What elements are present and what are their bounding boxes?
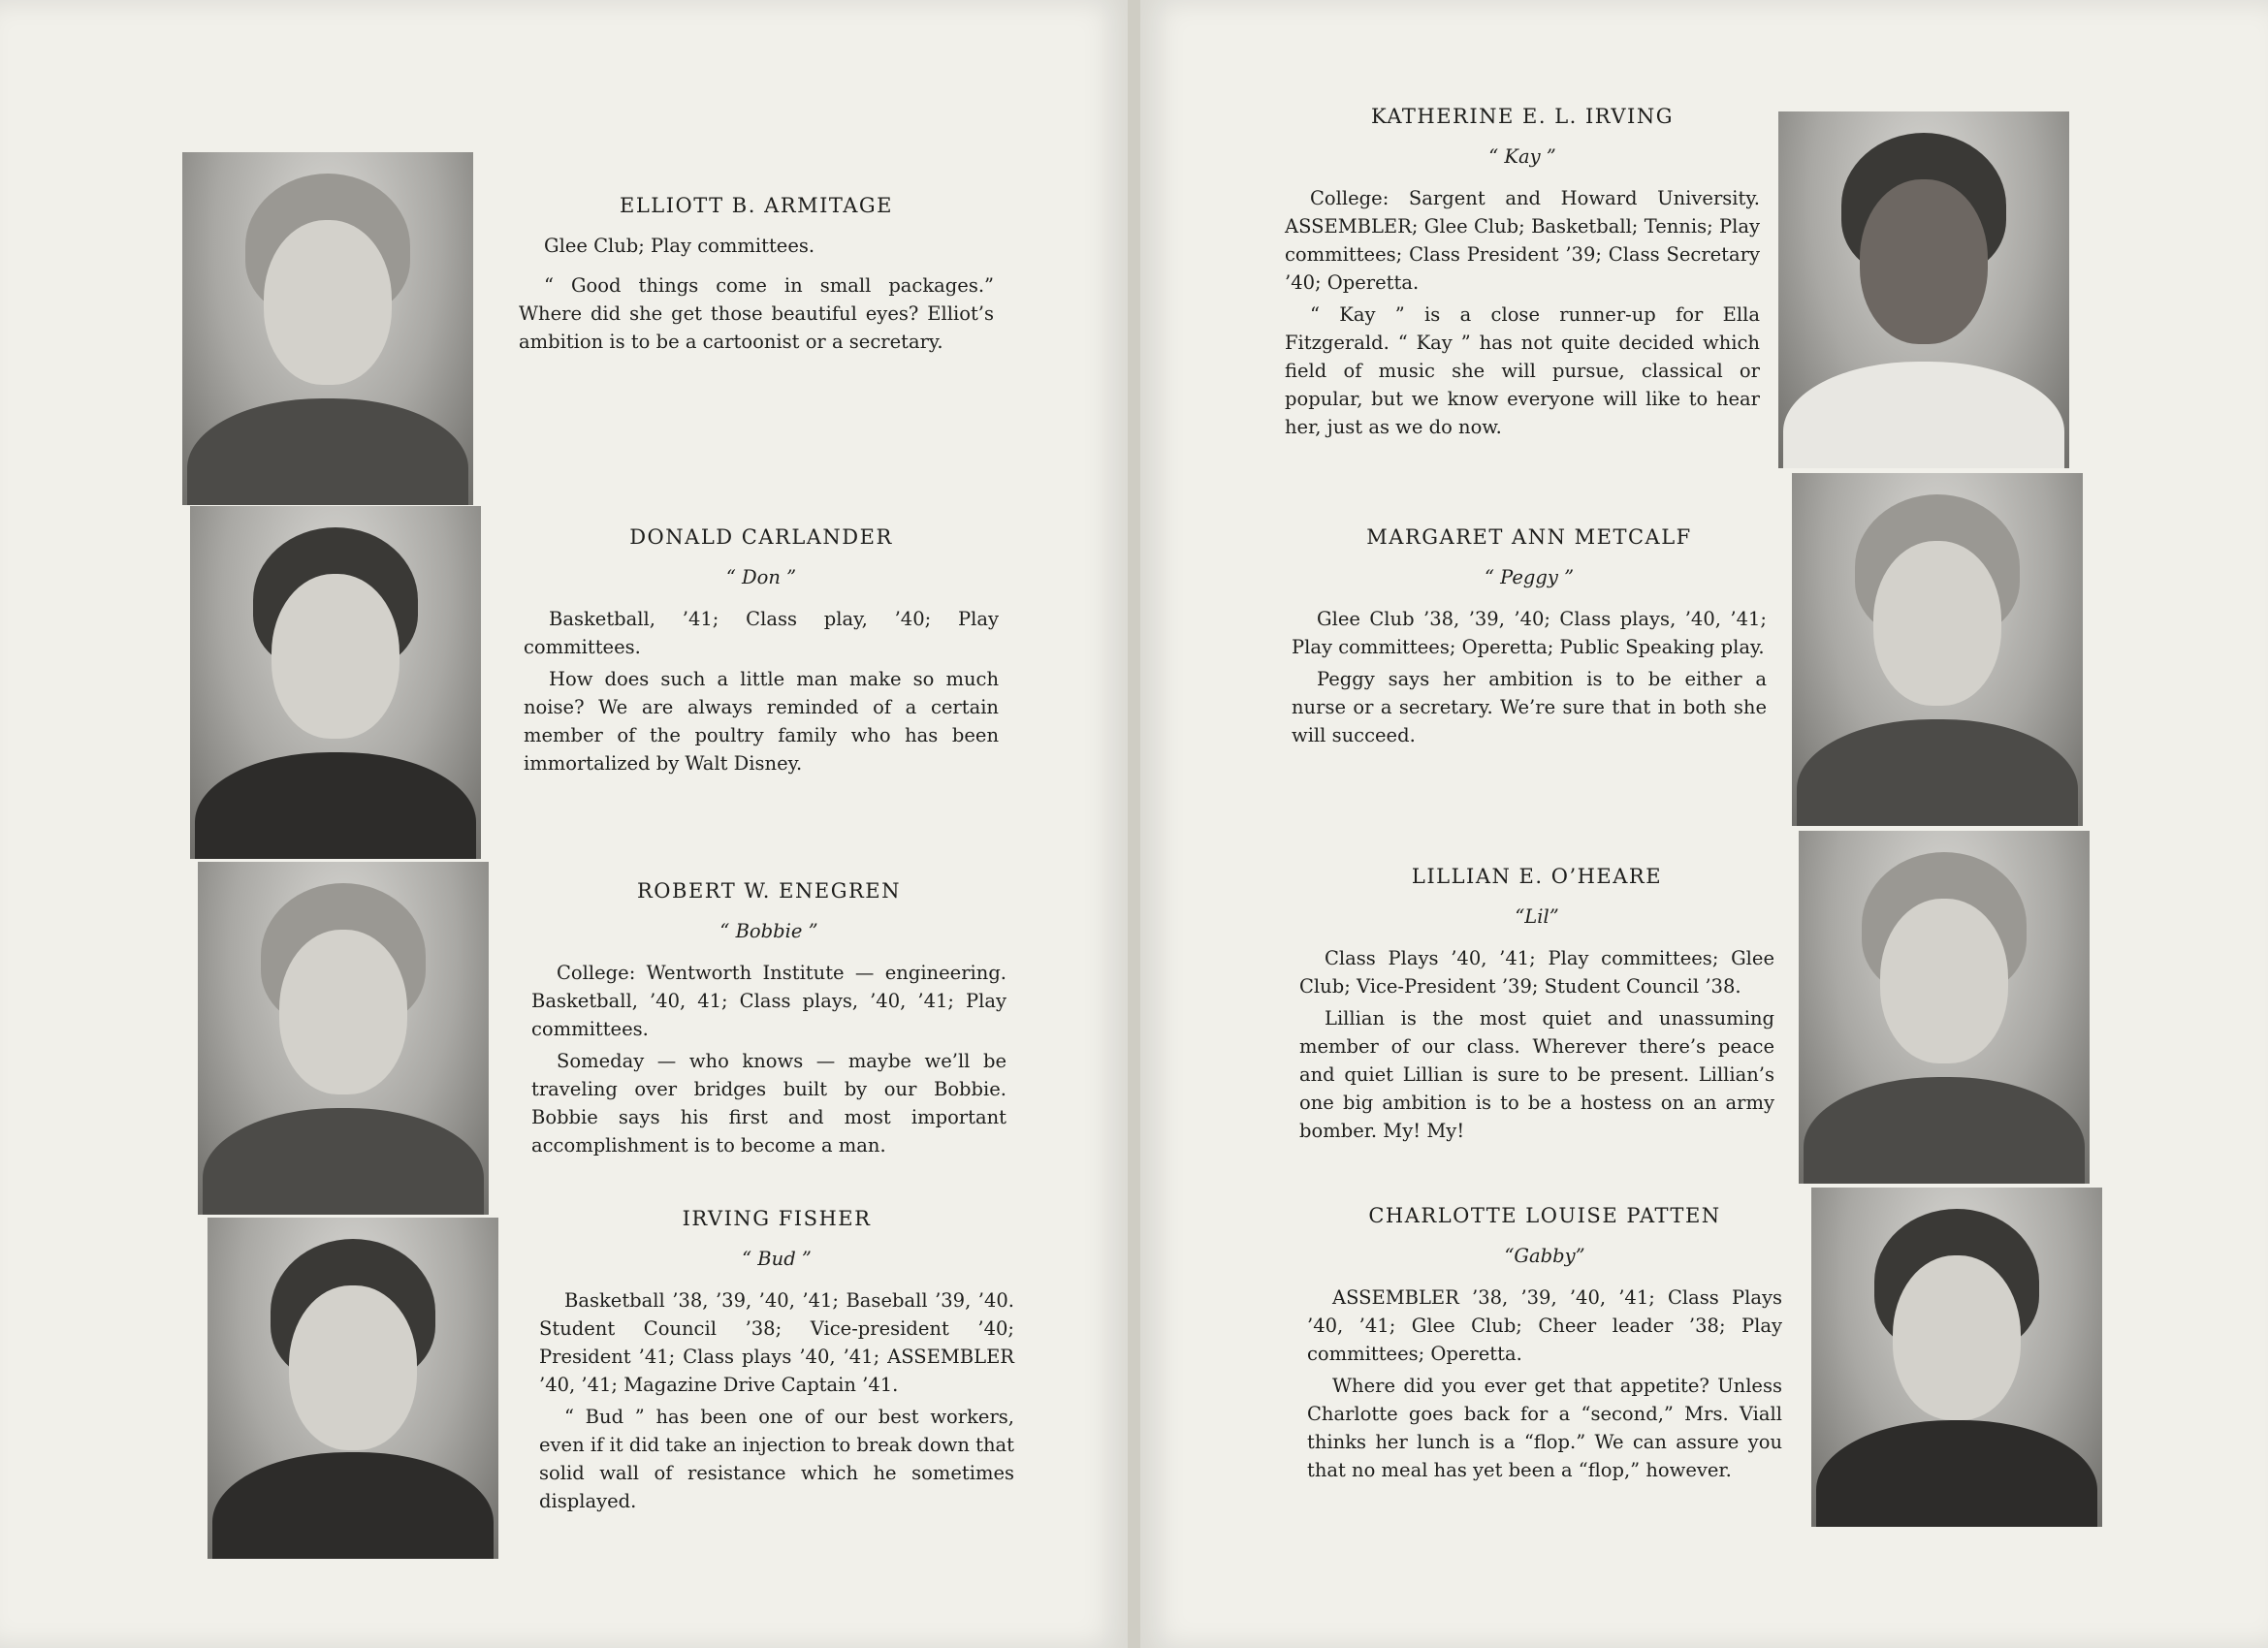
student-bio: “ Bud ” has been one of our best workers, even if it did take an injection to break down that solid wall of resistance which he sometimes displayed. — [539, 1406, 1014, 1512]
portrait-photo-carlander — [190, 506, 481, 859]
entry-patten — [1307, 1202, 1782, 1488]
student-nickname: “ Don ” — [725, 566, 797, 588]
student-name: IRVING FISHER — [682, 1207, 872, 1230]
student-nickname: “Lil” — [1515, 905, 1559, 928]
student-activities: Basketball, ’41; Class play, ’40; Play committees. — [524, 608, 999, 658]
entry-metcalf — [1292, 523, 1767, 753]
entry-fisher — [539, 1205, 1014, 1519]
student-nickname: “ Peggy ” — [1484, 566, 1575, 588]
student-activities: Glee Club ’38, ’39, ’40; Class plays, ’40, ’41; Play committees; Operetta; Public Speaking play. — [1292, 608, 1767, 658]
student-name: CHARLOTTE LOUISE PATTEN — [1368, 1204, 1721, 1227]
student-name: ROBERT W. ENEGREN — [636, 879, 901, 903]
portrait-photo-enegren — [198, 862, 489, 1215]
student-name: DONALD CARLANDER — [629, 525, 893, 549]
book-gutter — [1128, 0, 1140, 1648]
student-name: KATHERINE E. L. IRVING — [1371, 105, 1674, 128]
student-activities: Glee Club; Play committees. — [544, 235, 815, 257]
student-activities: ASSEMBLER ’38, ’39, ’40, ’41; Class Plays ’40, ’41; Glee Club; Cheer leader ’38; Play committees; Operetta. — [1307, 1286, 1782, 1365]
student-bio: “ Good things come in small packages.” Where did she get those beautiful eyes? Elliot’s ambition is to be a cartoonist or a secretary. — [519, 274, 994, 353]
student-activities: College: Wentworth Institute — engineering. Basketball, ’40, 41; Class plays, ’40, ’41; Play committees. — [531, 962, 1006, 1040]
student-nickname: “ Bobbie ” — [719, 920, 818, 942]
student-activities: Basketball ’38, ’39, ’40, ’41; Baseball ’39, ’40. Student Council ’38; Vice-president ’40; President ’41; Class plays ’40, ’41; ASSEMBLER ’40, ’41; Magazine Drive Captain ’41. — [539, 1289, 1014, 1396]
student-name: MARGARET ANN METCALF — [1366, 525, 1692, 549]
student-activities: Class Plays ’40, ’41; Play committees; Glee Club; Vice-President ’39; Student Council ’38. — [1299, 947, 1774, 998]
student-activities: College: Sargent and Howard University. ASSEMBLER; Glee Club; Basketball; Tennis; Play committees; Class President ’39; Class Secretary ’40; Operetta. — [1285, 187, 1760, 294]
entry-carlander — [524, 523, 999, 781]
portrait-photo-patten — [1811, 1188, 2102, 1527]
entry-irving — [1285, 103, 1760, 445]
student-bio: “ Kay ” is a close runner-up for Ella Fitzgerald. “ Kay ” has not quite decided which field of music she will pursue, classical or popular, but we know everyone will like to hear her, just as we do now. — [1285, 303, 1760, 438]
student-nickname: “Gabby” — [1504, 1245, 1585, 1267]
student-name: ELLIOTT B. ARMITAGE — [620, 194, 893, 217]
portrait-photo-armitage — [182, 152, 473, 505]
student-bio: Where did you ever get that appetite? Unless Charlotte goes back for a “second,” Mrs. Viall thinks her lunch is a “flop.” We can assure you that no meal has yet been a “flop,” however. — [1307, 1375, 1782, 1481]
student-bio: Peggy says her ambition is to be either a nurse or a secretary. We’re sure that in both she will succeed. — [1292, 668, 1767, 746]
student-bio: Lillian is the most quiet and unassuming member of our class. Wherever there’s peace and quiet Lillian is sure to be present. Lillian’s one big ambition is to be a hostess on an army bomber. My! My! — [1299, 1007, 1774, 1142]
portrait-photo-fisher — [208, 1218, 498, 1559]
student-bio: Someday — who knows — maybe we’ll be traveling over bridges built by our Bobbie. Bobbie says his first and most important accomplishment is to become a man. — [531, 1050, 1006, 1157]
entry-oheare — [1299, 863, 1774, 1149]
student-nickname: “ Bud ” — [742, 1248, 812, 1270]
portrait-photo-irving — [1778, 111, 2069, 468]
student-bio: How does such a little man make so much noise? We are always reminded of a certain member of the poultry family who has been immortalized by Walt Disney. — [524, 668, 999, 775]
entry-armitage — [519, 192, 994, 360]
portrait-photo-oheare — [1799, 831, 2090, 1184]
student-nickname: “ Kay ” — [1488, 145, 1556, 168]
entry-enegren — [531, 877, 1006, 1163]
student-name: LILLIAN E. O’HEARE — [1411, 865, 1663, 888]
portrait-photo-metcalf — [1792, 473, 2083, 826]
